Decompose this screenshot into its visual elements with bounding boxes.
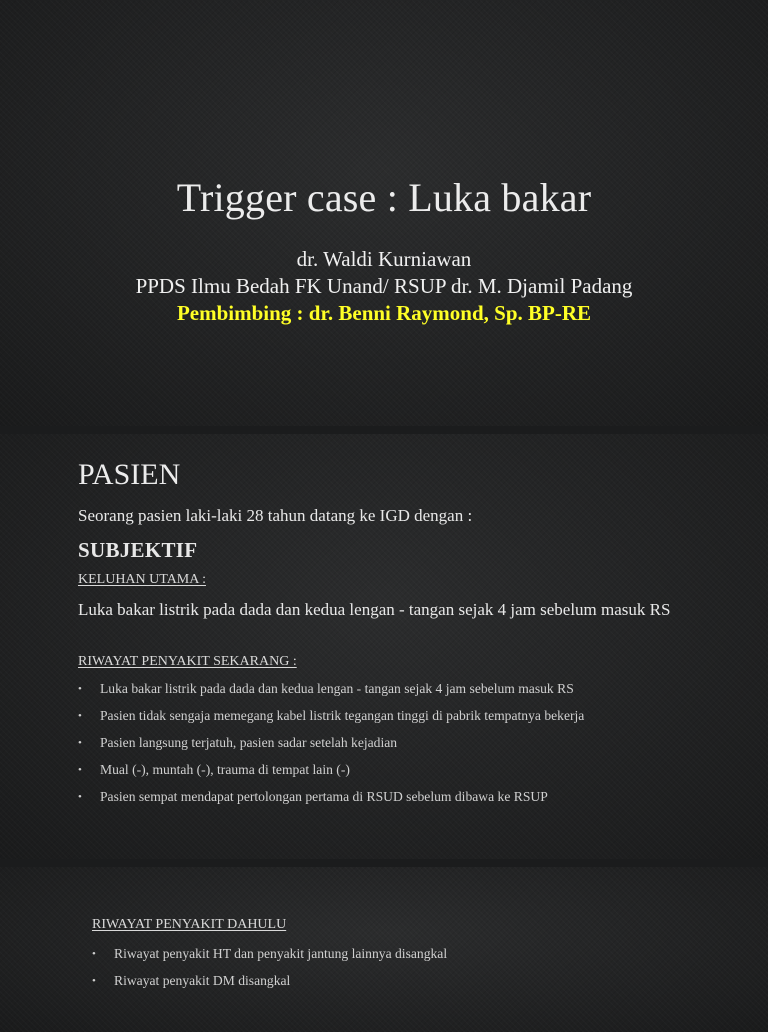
section-heading: PASIEN bbox=[78, 458, 181, 491]
bullet-icon: • bbox=[78, 737, 82, 749]
list-item bbox=[92, 945, 712, 972]
list-item bbox=[78, 788, 718, 815]
presenter-affiliation: PPDS Ilmu Bedah FK Unand/ RSUP dr. M. Djamil Padang bbox=[135, 274, 633, 298]
past-history-label: RIWAYAT PENYAKIT DAHULU bbox=[92, 917, 287, 932]
list-item-text: Riwayat penyakit HT dan penyakit jantung lainnya disangkal bbox=[114, 946, 448, 961]
bullet-icon: • bbox=[78, 764, 82, 776]
past-history-list bbox=[92, 945, 712, 999]
bullet-icon: • bbox=[92, 948, 96, 960]
mentor-line: Pembimbing : dr. Benni Raymond, Sp. BP-RE bbox=[176, 301, 592, 325]
bullet-icon: • bbox=[78, 683, 82, 695]
bullet-icon: • bbox=[92, 975, 96, 987]
present-illness-list bbox=[78, 680, 718, 815]
slide-divider bbox=[0, 859, 768, 867]
subheading: SUBJEKTIF bbox=[78, 538, 198, 562]
list-item bbox=[78, 707, 718, 734]
list-item-text: Pasien langsung terjatuh, pasien sadar setelah kejadian bbox=[100, 735, 398, 750]
slide-divider bbox=[0, 426, 768, 434]
history-slide bbox=[0, 867, 768, 1032]
bullet-icon: • bbox=[78, 791, 82, 803]
list-item bbox=[92, 972, 712, 999]
intro-text: Seorang pasien laki-laki 28 tahun datang ke IGD dengan : bbox=[78, 506, 473, 525]
patient-slide bbox=[0, 434, 768, 859]
list-item-text: Pasien sempat mendapat pertolongan pertama di RSUD sebelum dibawa ke RSUP bbox=[100, 789, 548, 804]
list-item-text: Pasien tidak sengaja memegang kabel listrik tegangan tinggi di pabrik tempatnya bekerja bbox=[100, 708, 585, 723]
list-item-text: Mual (-), muntah (-), trauma di tempat lain (-) bbox=[100, 762, 350, 777]
title-slide bbox=[0, 0, 768, 426]
list-item-text: Riwayat penyakit DM disangkal bbox=[114, 973, 291, 988]
list-item-text: Luka bakar listrik pada dada dan kedua lengan - tangan sejak 4 jam sebelum masuk RS bbox=[100, 681, 574, 696]
list-item bbox=[78, 680, 718, 707]
present-illness-label: RIWAYAT PENYAKIT SEKARANG : bbox=[78, 654, 297, 669]
list-item bbox=[78, 761, 718, 788]
list-item bbox=[78, 734, 718, 761]
presenter-name: dr. Waldi Kurniawan bbox=[296, 247, 472, 271]
bullet-icon: • bbox=[78, 710, 82, 722]
slide-title: Trigger case : Luka bakar bbox=[176, 175, 592, 220]
chief-complaint-text: Luka bakar listrik pada dada dan kedua lengan - tangan sejak 4 jam sebelum masuk RS bbox=[78, 600, 671, 619]
chief-complaint-label: KELUHAN UTAMA : bbox=[78, 572, 206, 587]
